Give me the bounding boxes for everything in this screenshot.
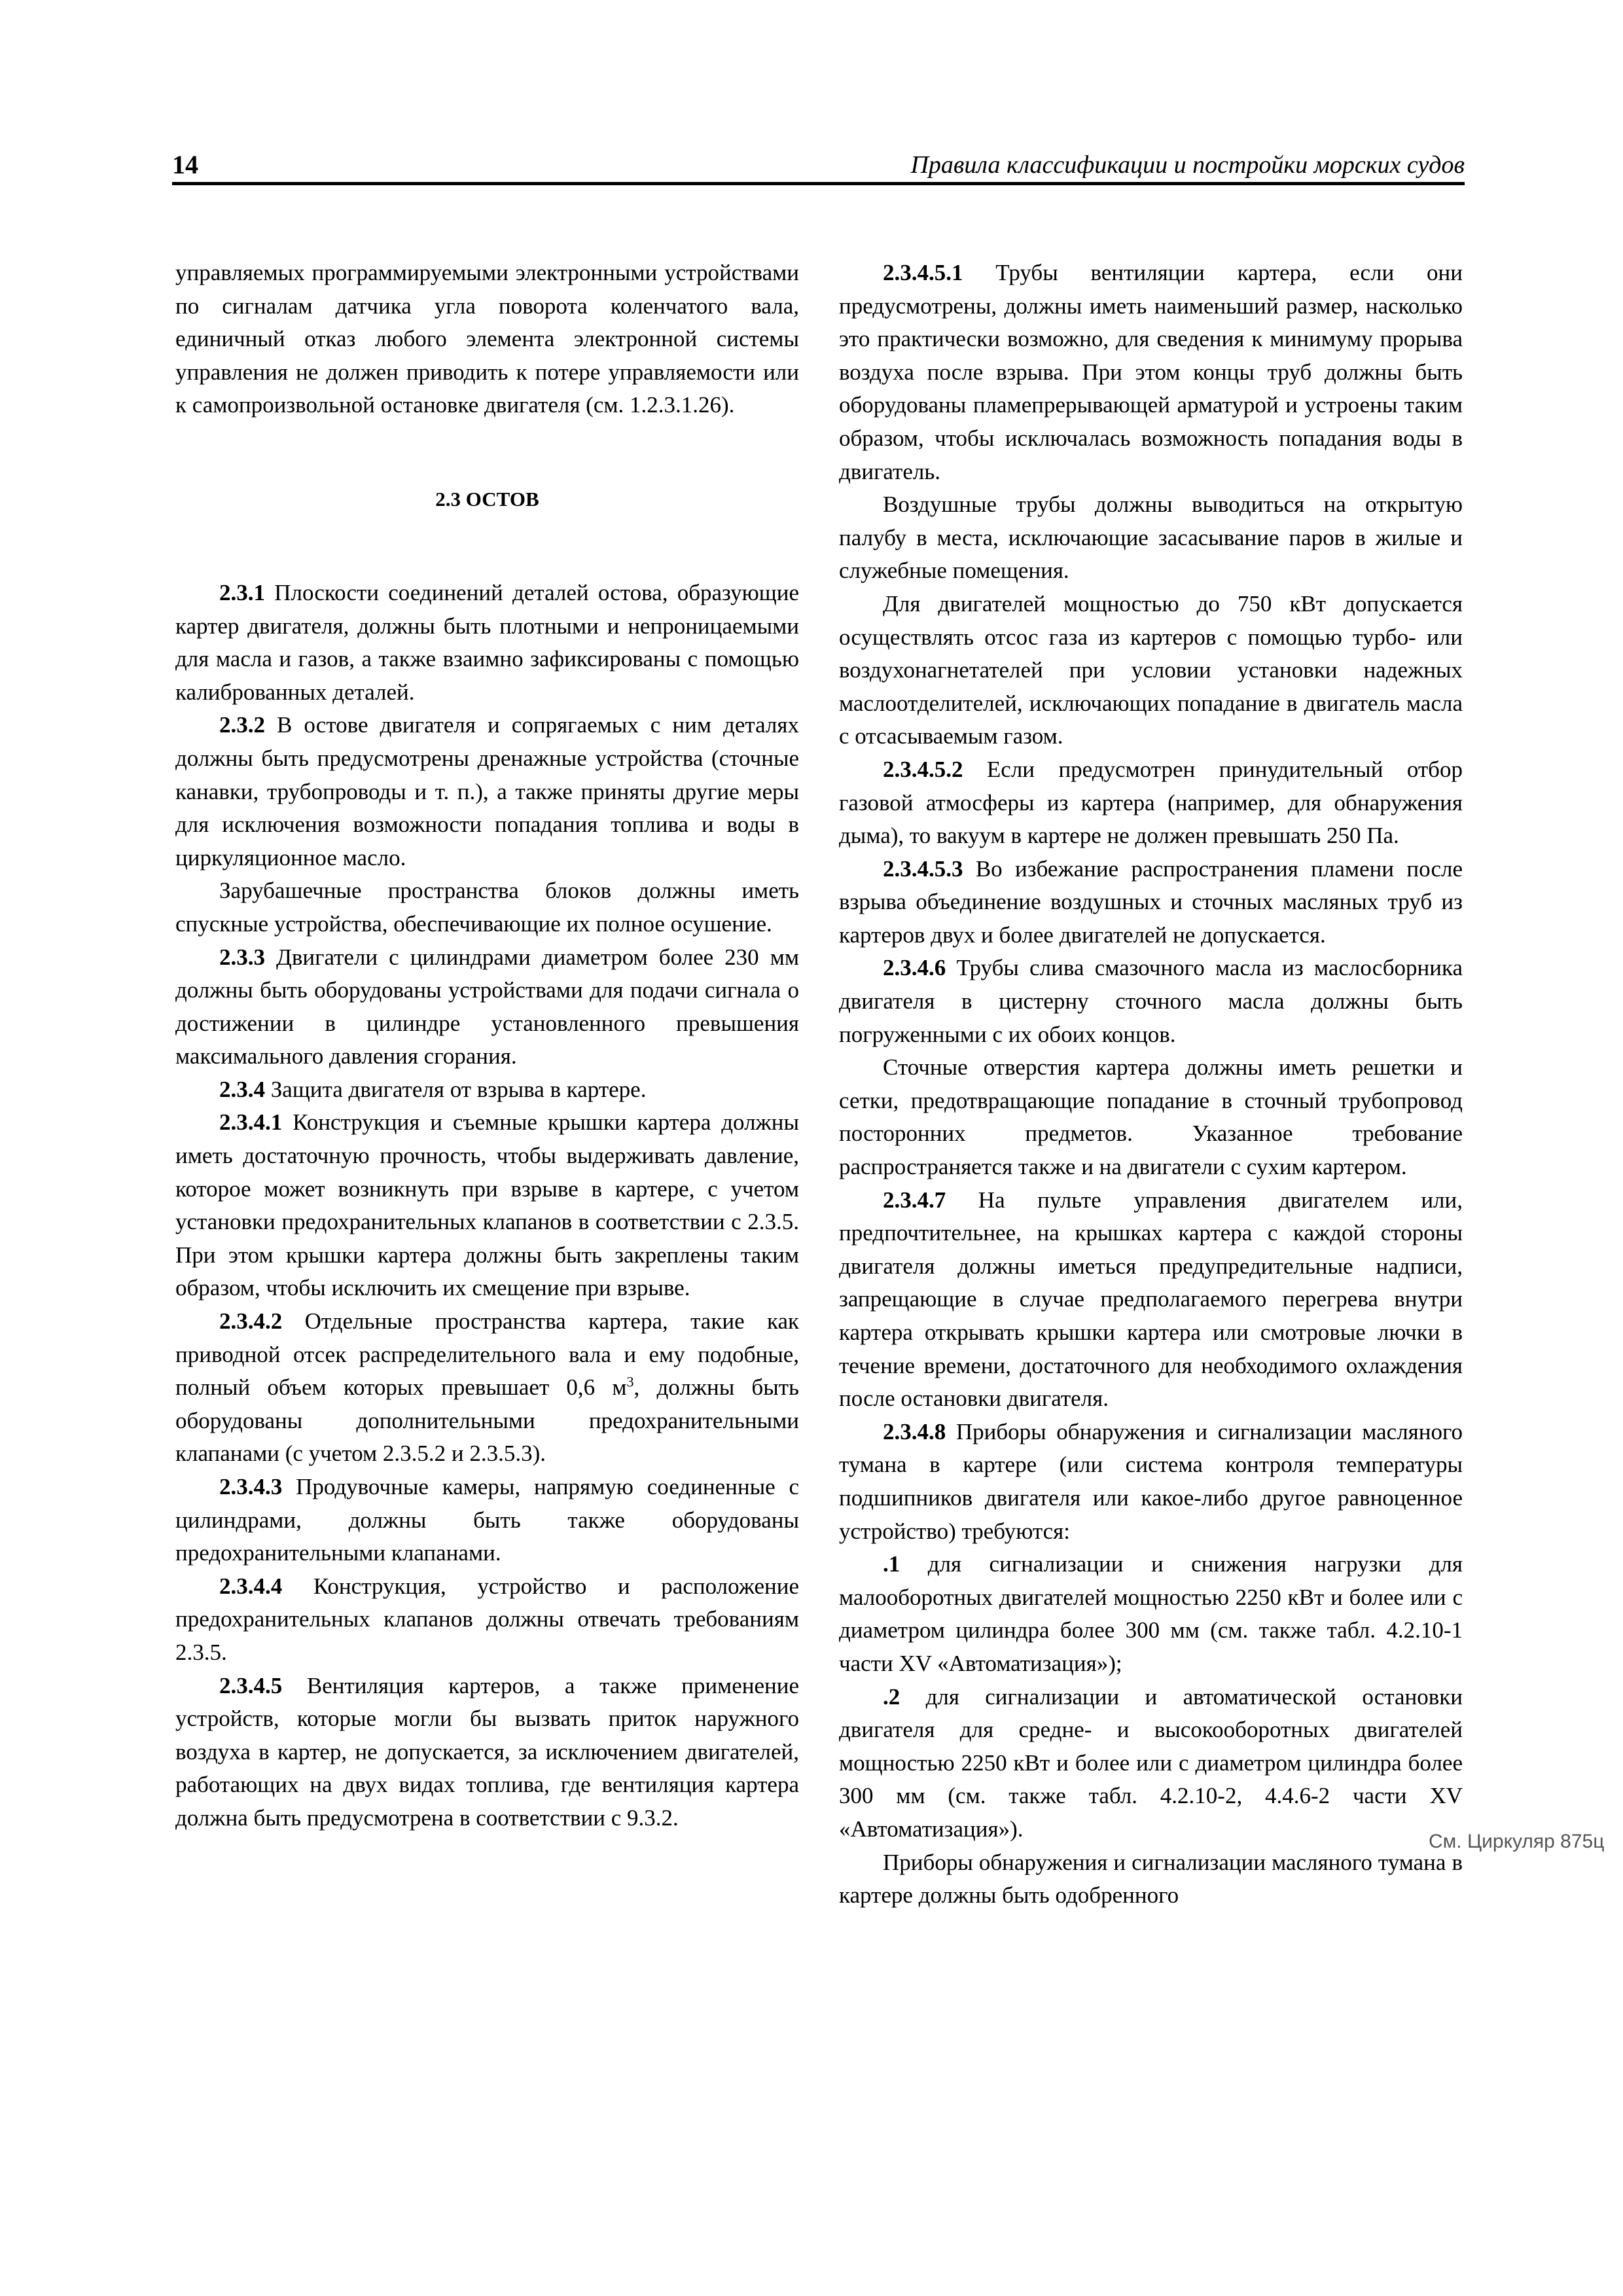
clause-number: 2.3.4.6 xyxy=(883,955,946,981)
clause-number: 2.3.4.5 xyxy=(219,1672,283,1698)
paragraph-text: Вентиляция картеров, а также применение устройств, которые могли бы вызвать приток наружного воздуха в картер, не допускается, за исключением двигателей, работающих на двух видах топлива, где вентиляция картера должна быть предусмотрена в соответствии с 9.3.2. xyxy=(175,1672,799,1831)
left-column xyxy=(175,257,799,1835)
paragraph xyxy=(175,1670,799,1835)
paragraph xyxy=(839,753,1463,853)
paragraph-text: Двигатели с цилиндрами диаметром более 230 мм должны быть оборудованы устройствами для подачи сигнала о достижении в цилиндре установленного превышения максимального давления сгорания. xyxy=(175,944,799,1069)
paragraph xyxy=(175,1073,799,1107)
paragraph-text: Приборы обнаружения и сигнализации масляного тумана в картере (или система контроля температуры подшипников двигателя или какое-либо другое равноценное устройство) требуются: xyxy=(839,1418,1463,1544)
list-number: .1 xyxy=(883,1551,901,1577)
paragraph xyxy=(175,709,799,874)
paragraph xyxy=(175,1305,799,1471)
paragraph xyxy=(839,257,1463,488)
paragraph xyxy=(175,1570,799,1670)
paragraph xyxy=(839,1416,1463,1548)
paragraph-text: Во избежание распространения пламени после взрыва объединение воздушных и сточных масляных труб из картеров двух и более двигателей не допускается. xyxy=(839,855,1463,948)
clause-number: 2.3.4.1 xyxy=(219,1109,283,1136)
paragraph xyxy=(175,577,799,709)
list-item xyxy=(839,1681,1463,1846)
paragraph: Зарубашечные пространства блоков должны иметь спускные устройства, обеспечивающие их полное осушение. xyxy=(175,878,799,937)
paragraph xyxy=(175,941,799,1073)
clause-number: 2.3.4.3 xyxy=(219,1474,283,1499)
clause-number: 2.3.1 xyxy=(219,579,265,605)
clause-number: 2.3.4.5.1 xyxy=(883,260,963,285)
clause-number: 2.3.4.7 xyxy=(883,1187,946,1213)
clause-number: 2.3.4 xyxy=(219,1076,265,1102)
paragraph xyxy=(175,1106,799,1305)
clause-number: 2.3.3 xyxy=(219,944,265,970)
circular-reference-link[interactable]: См. Циркуляр 875ц xyxy=(1429,1831,1605,1852)
clause-number: 2.3.4.8 xyxy=(883,1418,946,1444)
paragraph: Приборы обнаружения и сигнализации масляного тумана в картере должны быть одобренного xyxy=(839,1849,1463,1909)
clause-number: 2.3.4.2 xyxy=(219,1308,283,1335)
list-item xyxy=(839,1548,1463,1680)
paragraph: Сточные отверстия картера должны иметь решетки и сетки, предотвращающие попадание в сточный трубопровод посторонних предметов. Указанное требование распространяется также и на двигатели с сухим картером. xyxy=(839,1054,1463,1180)
paragraph xyxy=(839,853,1463,952)
clause-number: 2.3.4.5.3 xyxy=(883,855,963,882)
paragraph xyxy=(175,1471,799,1570)
clause-number: 2.3.4.4 xyxy=(219,1573,283,1599)
paragraph-text: Отдельные пространства картера, такие как приводной отсек распределительного вала и ему подобные, полный объем которых превышает 0,6 м xyxy=(175,1308,799,1401)
paragraph-text: для сигнализации и автоматической остановки двигателя для средне- и высокооборотных двигателей мощностью 2250 кВт и более или с диаметром цилиндра более 300 мм (см. также табл. 4.2.10-2, 4.4.6-2 части XV «Автоматизация»). xyxy=(839,1683,1463,1842)
page-number: 14 xyxy=(172,150,198,179)
paragraph-text: На пульте управления двигателем или, предпочтительнее, на крышках картера с каждой стороны двигателя должны иметься предупредительные надписи, запрещающие в случае предполагаемого перегрева внутри картера открывать крышки картера или смотровые лючки в течение времени, достаточного для необходимого охлаждения после остановки двигателя. xyxy=(839,1187,1463,1412)
paragraph-text: , должны быть оборудованы дополнительными предохранительными клапанами (с учетом 2.3.5.2 и 2.3.5.3). xyxy=(175,1374,799,1467)
paragraph-text: Трубы слива смазочного масла из маслосборника двигателя в цистерну сточного масла должны быть погруженными с их обоих концов. xyxy=(839,955,1463,1047)
paragraph xyxy=(839,952,1463,1051)
paragraph-text: Если предусмотрен принудительный отбор газовой атмосферы из картера (например, для обнаружения дыма), то вакуум в картере не должен превышать 250 Па. xyxy=(839,756,1463,849)
right-column xyxy=(839,257,1463,1912)
superscript: 3 xyxy=(626,1373,634,1390)
paragraph-text: Защита двигателя от взрыва в картере. xyxy=(265,1076,647,1102)
clause-number: 2.3.4.5.2 xyxy=(883,756,963,782)
paragraph-text: Продувочные камеры, напрямую соединенные с цилиндрами, должны быть также оборудованы предохранительными клапанами. xyxy=(175,1474,799,1566)
paragraph-text: Конструкция, устройство и расположение предохранительных клапанов должны отвечать требованиям 2.3.5. xyxy=(175,1573,799,1665)
paragraph-text: Плоскости соединений деталей остова, образующие картер двигателя, должны быть плотными и непроницаемыми для масла и газов, а также взаимно зафиксированы с помощью калиброванных деталей. xyxy=(175,579,799,705)
paragraph-text: для сигнализации и снижения нагрузки для малооборотных двигателей мощностью 2250 кВт и более или с диаметром цилиндра более 300 мм (см. также табл. 4.2.10-1 части XV «Автоматизация»); xyxy=(839,1551,1463,1676)
section-title: 2.3 ОСТОВ xyxy=(435,487,539,511)
list-number: .2 xyxy=(883,1683,901,1710)
clause-number: 2.3.2 xyxy=(219,712,265,738)
page-header xyxy=(172,145,1465,185)
paragraph: управляемых программируемыми электронными устройствами по сигналам датчика угла поворота коленчатого вала, единичный отказ любого элемента электронной системы управления не должен приводить к потере управляемости или к самопроизвольной остановке двигателя (см. 1.2.3.1.26). xyxy=(175,260,799,418)
paragraph-text: Трубы вентиляции картера, если они предусмотрены, должны иметь наименьший размер, насколько это практически возможно, для сведения к минимуму прорыва воздуха после взрыва. При этом концы труб должны быть оборудованы пламепрерывающей арматурой и устроены таким образом, чтобы исключалась возможность попадания воды в двигатель. xyxy=(839,260,1463,484)
paragraph-text: Конструкция и съемные крышки картера должны иметь достаточную прочность, чтобы выдерживать давление, которое может возникнуть при взрыве в картере, с учетом установки предохранительных клапанов в соответствии с 2.3.5. При этом крышки картера должны быть закреплены таким образом, чтобы исключить их смещение при взрыве. xyxy=(175,1109,799,1301)
running-title: Правила классификации и постройки морских судов xyxy=(910,151,1465,179)
paragraph-text: В остове двигателя и сопрягаемых с ним деталях должны быть предусмотрены дренажные устройства (сточные канавки, трубопроводы и т. п.), а также приняты другие меры для исключения возможности попадания топлива и воды в циркуляционное масло. xyxy=(175,712,799,870)
paragraph xyxy=(839,1184,1463,1416)
paragraph: Для двигателей мощностью до 750 кВт допускается осуществлять отсос газа из картеров с помощью турбо- или воздухонагнетателей при условии установки надежных маслоотделителей, исключающих попадание в двигатель масла с отсасываемым газом. xyxy=(839,590,1463,749)
paragraph: Воздушные трубы должны выводиться на открытую палубу в места, исключающие засасывание паров в жилые и служебные помещения. xyxy=(839,492,1463,584)
